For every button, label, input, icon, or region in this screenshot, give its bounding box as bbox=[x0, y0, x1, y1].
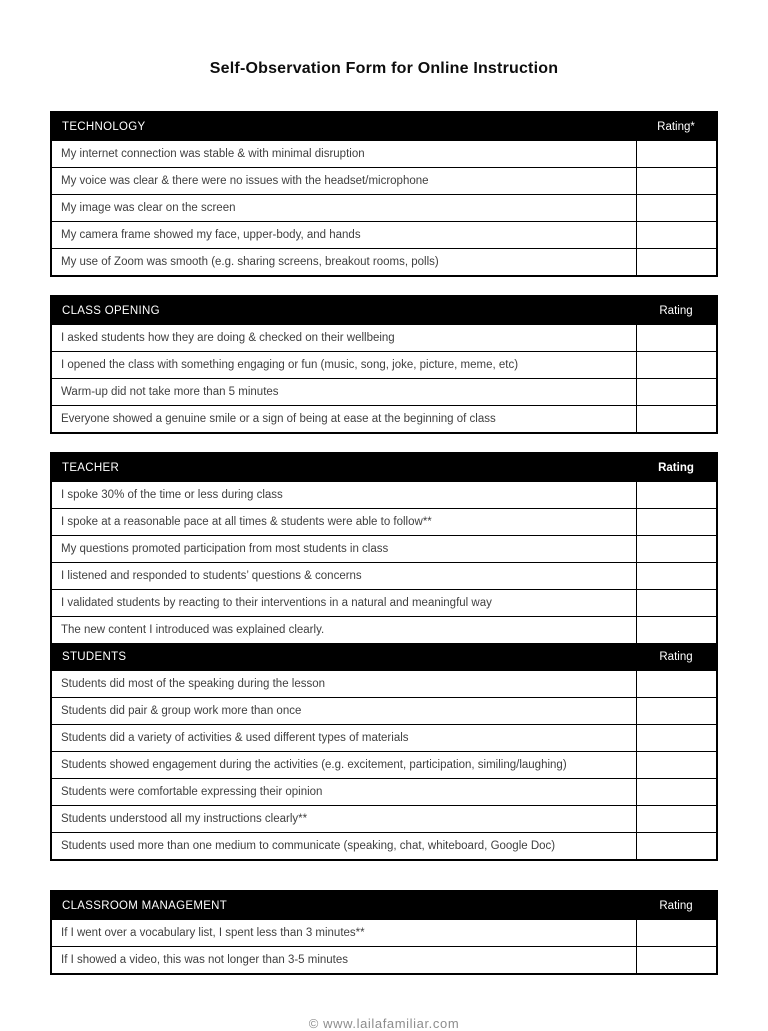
criterion-text: I spoke at a reasonable pace at all times & students were able to follow** bbox=[52, 509, 637, 535]
checklist-row bbox=[52, 832, 716, 859]
checklist-row bbox=[52, 324, 716, 351]
rating-column-header: Rating bbox=[658, 461, 694, 474]
section-header-technology bbox=[52, 113, 716, 140]
form-table bbox=[50, 890, 718, 975]
checklist-row bbox=[52, 351, 716, 378]
rating-input-cell bbox=[637, 379, 716, 405]
checklist-row bbox=[52, 670, 716, 697]
rating-input-cell bbox=[637, 947, 716, 973]
criterion-text: Students understood all my instructions clearly** bbox=[52, 806, 637, 832]
checklist-row bbox=[52, 378, 716, 405]
rating-input-cell bbox=[637, 806, 716, 832]
criterion-text: Students did pair & group work more than once bbox=[52, 698, 637, 724]
checklist-row bbox=[52, 508, 716, 535]
checklist-row bbox=[52, 481, 716, 508]
rating-input-cell bbox=[637, 195, 716, 221]
criterion-text: Students were comfortable expressing their opinion bbox=[52, 779, 637, 805]
criterion-text: Students used more than one medium to communicate (speaking, chat, whiteboard, Google Doc) bbox=[52, 833, 637, 859]
rating-input-cell bbox=[637, 563, 716, 589]
criterion-text: My questions promoted participation from most students in class bbox=[52, 536, 637, 562]
checklist-row bbox=[52, 562, 716, 589]
criterion-text: Students showed engagement during the activities (e.g. excitement, participation, similing/laughing) bbox=[52, 752, 637, 778]
rating-input-cell bbox=[637, 509, 716, 535]
rating-input-cell bbox=[637, 536, 716, 562]
rating-input-cell bbox=[637, 617, 716, 643]
criterion-text: Students did a variety of activities & used different types of materials bbox=[52, 725, 637, 751]
rating-input-cell bbox=[637, 325, 716, 351]
rating-input-cell bbox=[637, 920, 716, 946]
checklist-row bbox=[52, 697, 716, 724]
criterion-text: Students did most of the speaking during the lesson bbox=[52, 671, 637, 697]
checklist-row bbox=[52, 751, 716, 778]
rating-input-cell bbox=[637, 671, 716, 697]
footer-copyright: © www.lailafamiliar.com bbox=[308, 1016, 460, 1031]
rating-input-cell bbox=[637, 222, 716, 248]
section-heading: CLASSROOM MANAGEMENT bbox=[62, 899, 228, 912]
criterion-text: The new content I introduced was explained clearly. bbox=[52, 617, 637, 643]
criterion-text: My voice was clear & there were no issues with the headset/microphone bbox=[52, 168, 637, 194]
form-table bbox=[50, 452, 718, 861]
rating-input-cell bbox=[637, 590, 716, 616]
rating-input-cell bbox=[637, 833, 716, 859]
checklist-row bbox=[52, 140, 716, 167]
checklist-row bbox=[52, 919, 716, 946]
criterion-text: I spoke 30% of the time or less during class bbox=[52, 482, 637, 508]
checklist-row bbox=[52, 616, 716, 643]
section-heading: TEACHER bbox=[62, 461, 120, 474]
rating-input-cell bbox=[637, 168, 716, 194]
criterion-text: My image was clear on the screen bbox=[52, 195, 637, 221]
checklist-row bbox=[52, 535, 716, 562]
criterion-text: My camera frame showed my face, upper-body, and hands bbox=[52, 222, 637, 248]
section-heading: STUDENTS bbox=[62, 651, 127, 663]
section-header-students bbox=[52, 643, 716, 670]
rating-input-cell bbox=[637, 779, 716, 805]
rating-input-cell bbox=[637, 752, 716, 778]
section-header-class-opening bbox=[52, 297, 716, 324]
form-table bbox=[50, 295, 718, 434]
criterion-text: If I showed a video, this was not longer than 3-5 minutes bbox=[52, 947, 637, 973]
rating-input-cell bbox=[637, 482, 716, 508]
rating-column-header: Rating bbox=[659, 304, 693, 317]
criterion-text: My internet connection was stable & with minimal disruption bbox=[52, 141, 637, 167]
rating-input-cell bbox=[637, 352, 716, 378]
form-table bbox=[50, 111, 718, 277]
rating-column-header: Rating* bbox=[657, 120, 695, 133]
criterion-text: I opened the class with something engaging or fun (music, song, joke, picture, meme, etc) bbox=[52, 352, 637, 378]
checklist-row bbox=[52, 946, 716, 973]
form-tables-container bbox=[50, 111, 718, 975]
criterion-text: Everyone showed a genuine smile or a sign of being at ease at the beginning of class bbox=[52, 406, 637, 432]
rating-input-cell bbox=[637, 698, 716, 724]
criterion-text: My use of Zoom was smooth (e.g. sharing screens, breakout rooms, polls) bbox=[52, 249, 637, 275]
rating-column-header: Rating bbox=[659, 651, 693, 663]
rating-input-cell bbox=[637, 249, 716, 275]
checklist-row bbox=[52, 248, 716, 275]
checklist-row bbox=[52, 589, 716, 616]
checklist-row bbox=[52, 405, 716, 432]
section-header-classroom-management bbox=[52, 892, 716, 919]
rating-column-header: Rating bbox=[659, 899, 693, 912]
checklist-row bbox=[52, 194, 716, 221]
checklist-row bbox=[52, 724, 716, 751]
rating-input-cell bbox=[637, 406, 716, 432]
page-title: Self-Observation Form for Online Instruction bbox=[209, 60, 559, 77]
section-header-teacher bbox=[52, 454, 716, 481]
criterion-text: If I went over a vocabulary list, I spent less than 3 minutes** bbox=[52, 920, 637, 946]
checklist-row bbox=[52, 778, 716, 805]
rating-input-cell bbox=[637, 141, 716, 167]
section-heading: TECHNOLOGY bbox=[62, 120, 146, 133]
criterion-text: I listened and responded to students’ questions & concerns bbox=[52, 563, 637, 589]
criterion-text: Warm-up did not take more than 5 minutes bbox=[52, 379, 637, 405]
checklist-row bbox=[52, 167, 716, 194]
checklist-row bbox=[52, 221, 716, 248]
section-heading: CLASS OPENING bbox=[62, 304, 160, 317]
checklist-row bbox=[52, 805, 716, 832]
criterion-text: I asked students how they are doing & checked on their wellbeing bbox=[52, 325, 637, 351]
criterion-text: I validated students by reacting to their interventions in a natural and meaningful way bbox=[52, 590, 637, 616]
rating-input-cell bbox=[637, 725, 716, 751]
